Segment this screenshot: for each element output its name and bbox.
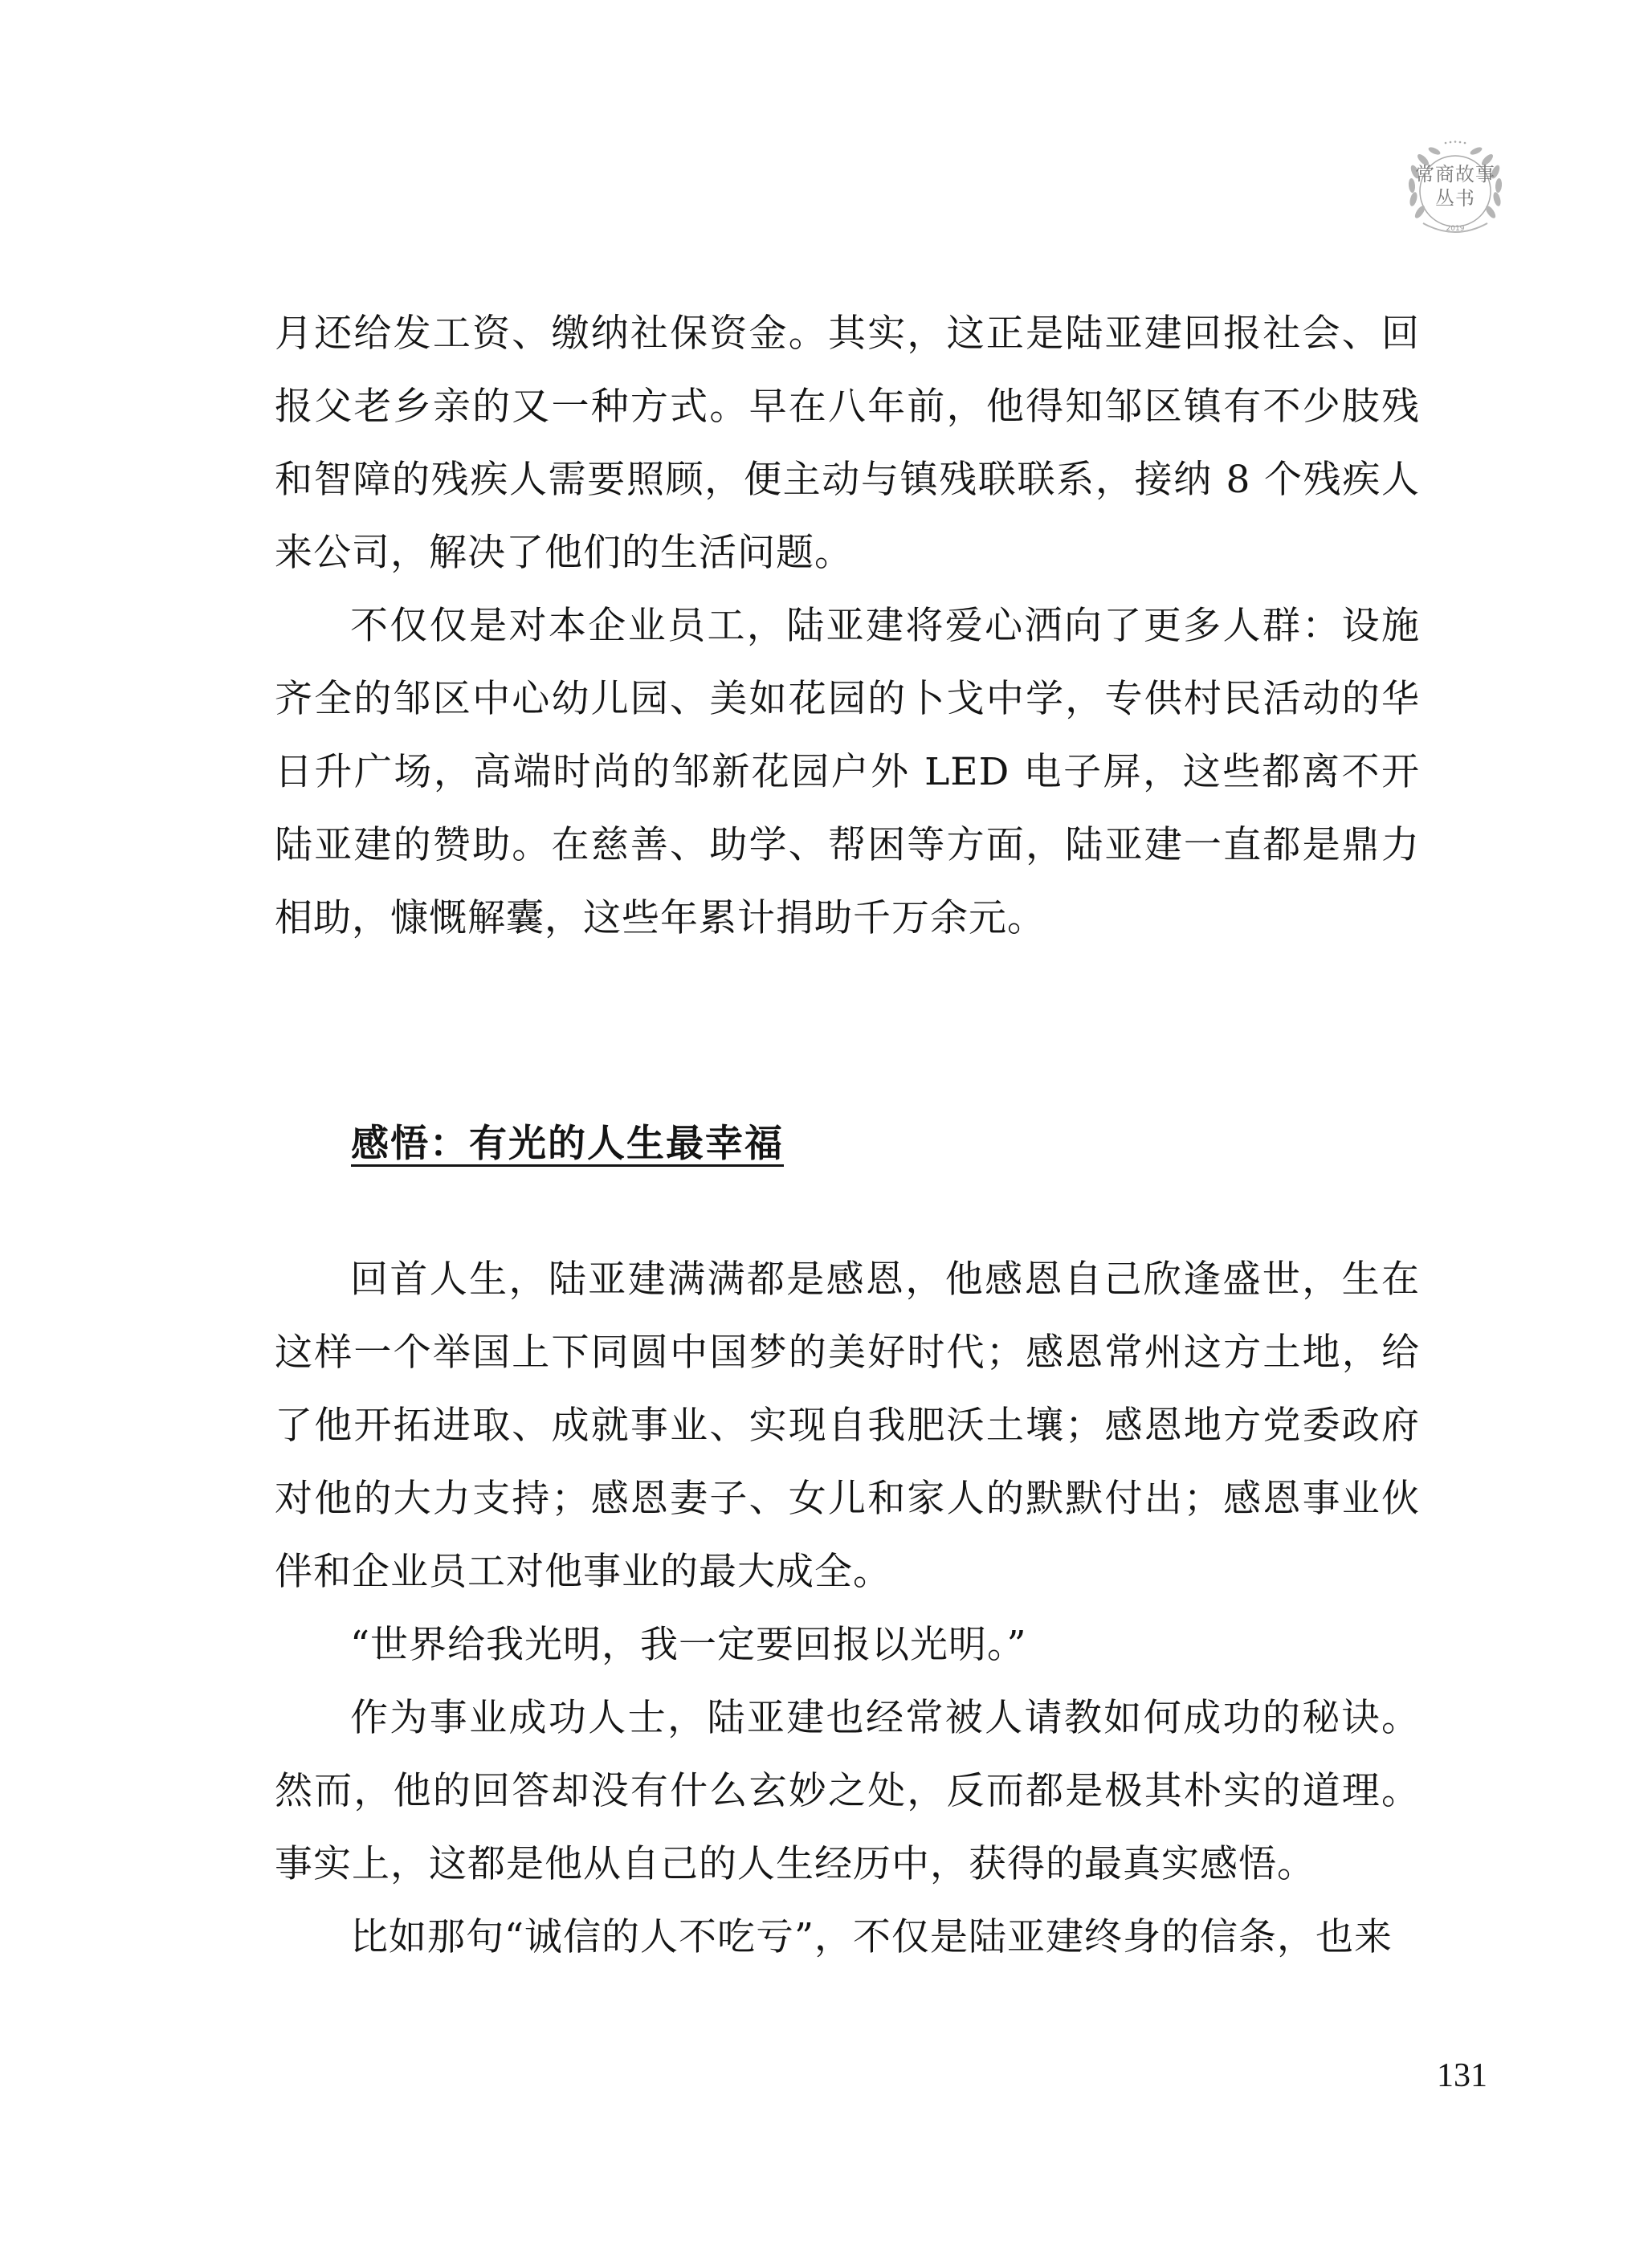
seal-title — [1399, 162, 1511, 210]
paragraph: 月还给发工资、缴纳社保资金。其实，这正是陆亚建回报社会、回报父老乡亲的又一种方式。早在八年前，他得知邹区镇有不少肢残和智障的残疾人需要照顾，便主动与镇残联联系，接纳 8 个残疾人来公司，解决了他们的生活问题。 — [275, 312, 1420, 575]
paragraph: 不仅仅是对本企业员工，陆亚建将爱心洒向了更多人群：设施齐全的邹区中心幼儿园、美如花园的卜戈中学，专供村民活动的华日升广场，高端时尚的邹新花园户外 LED 电子屏，这些都离不开陆亚建的赞助。在慈善、助学、帮困等方面，陆亚建一直都是鼎力相助，慷慨解囊，这些年累计捐助千万余元。 — [275, 604, 1420, 940]
quote-paragraph: “世界给我光明，我一定要回报以光明。” — [350, 1623, 1027, 1667]
section-2-body — [275, 1243, 1420, 1974]
paragraph: 作为事业成功人士，陆亚建也经常被人请教如何成功的秘诀。然而，他的回答却没有什么玄妙之处，反而都是极其朴实的道理。事实上，这都是他从自己的人生经历中，获得的最真实感悟。 — [275, 1696, 1420, 1886]
seal-year: 2019 — [1446, 225, 1465, 233]
section-1-body — [275, 297, 1420, 955]
page-number: 131 — [1437, 2057, 1487, 2094]
seal-line-1: 常商故事 — [1415, 163, 1495, 185]
paragraph: 回首人生，陆亚建满满都是感恩，他感恩自己欣逢盛世，生在这样一个举国上下同圆中国梦的美好时代；感恩常州这方土地，给了他开拓进取、成就事业、实现自我肥沃土壤；感恩地方党委政府对他的大力支持；感恩妻子、女儿和家人的默默付出；感恩事业伙伴和企业员工对他事业的最大成全。 — [275, 1258, 1420, 1594]
paragraph: 比如那句“诚信的人不吃亏”，不仅是陆亚建终身的信条，也来 — [350, 1915, 1393, 1959]
series-seal-logo — [1399, 135, 1511, 247]
seal-line-2: 丛书 — [1435, 187, 1475, 210]
section-heading: 感悟：有光的人生最幸福 — [351, 1122, 784, 1166]
